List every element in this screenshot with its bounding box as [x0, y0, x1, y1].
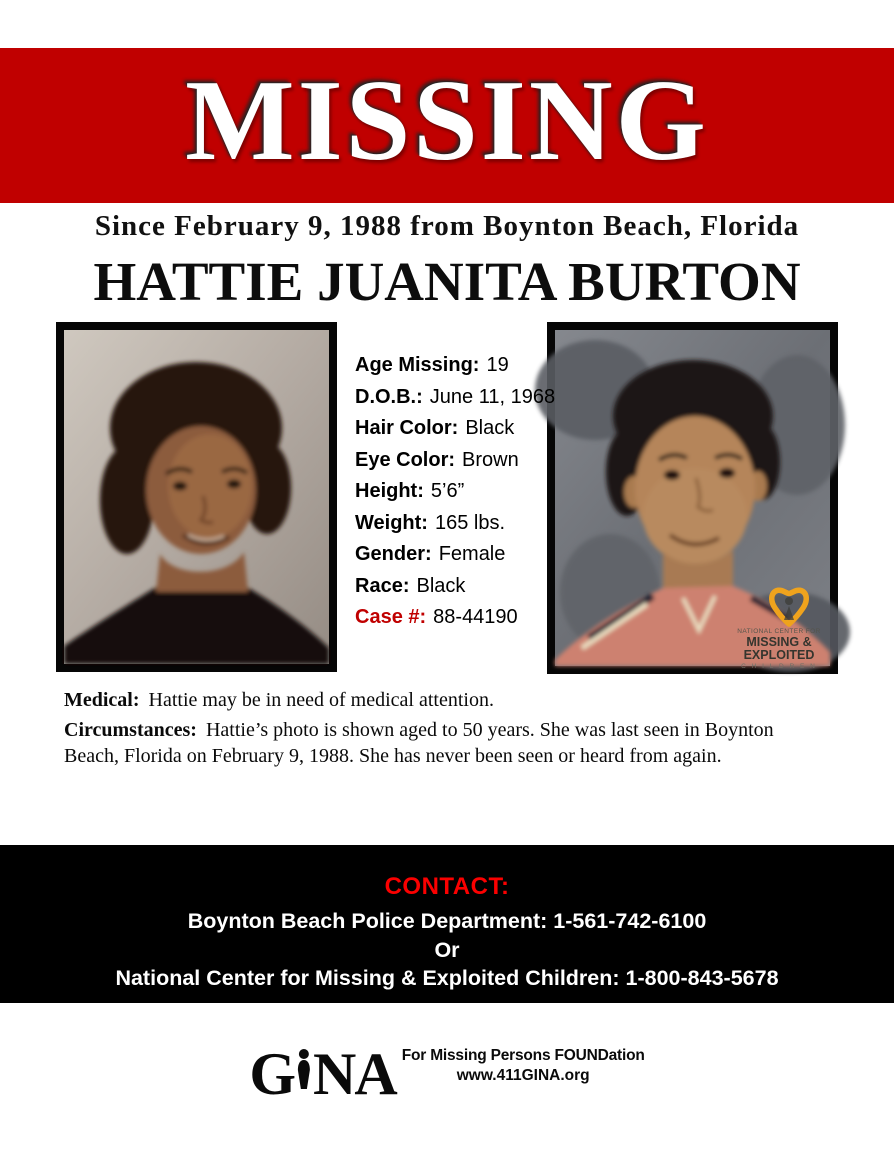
detail-dob [355, 382, 555, 414]
detail-race [355, 571, 555, 603]
portrait-aged-illustration [555, 330, 830, 670]
gina-logo [249, 1041, 645, 1107]
detail-value: June 11, 1968 [429, 385, 556, 408]
missing-title: MISSING [185, 56, 709, 185]
gina-tagline [402, 1046, 645, 1066]
circumstances-paragraph [64, 717, 824, 769]
detail-gender [355, 539, 555, 571]
detail-label: Height: [355, 480, 424, 502]
gina-wordmark [249, 1041, 396, 1107]
missing-since-line: Since February 9, 1988 from Boynton Beach, Florida [94, 210, 800, 242]
detail-label: Eye Color: [355, 448, 456, 471]
details-list [355, 350, 555, 634]
detail-label: Gender: [355, 543, 432, 565]
contact-police-line: Boynton Beach Police Department: 1-561-742-6100 [187, 909, 707, 933]
detail-value: 165 lbs. [434, 511, 506, 534]
case-number-label: Case #: [355, 606, 427, 628]
detail-value: Black [465, 417, 515, 439]
watermark-org-line3: EXPLOITED [743, 648, 815, 662]
contact-ncmec-line: National Center for Missing & Exploited Children: 1-800-843-5678 [115, 966, 779, 990]
gina-tagline-block [402, 1046, 645, 1099]
portrait-young-illustration [64, 330, 329, 664]
detail-age-missing [355, 350, 555, 382]
detail-value: 5’6” [430, 480, 465, 502]
detail-label: Age Missing: [355, 354, 480, 376]
detail-case-number [355, 602, 555, 634]
person-icon [296, 1049, 311, 1089]
detail-weight [355, 508, 555, 540]
photo-age-19 [56, 322, 337, 672]
missing-banner [0, 48, 894, 203]
detail-value: Black [416, 574, 466, 597]
gina-letter-g: G [249, 1041, 295, 1107]
detail-value: Brown [462, 448, 519, 471]
circumstances-text: Hattie’s photo is shown aged to 50 years. She was last seen in Boynton Beach, Florida on February 9, 1988. She has never been seen or heard from again. [64, 719, 774, 767]
watermark-org-line2: MISSING & [746, 635, 812, 649]
medical-text: Hattie may be in need of medical attention. [148, 689, 494, 711]
detail-label: Hair Color: [355, 417, 459, 439]
contact-heading: CONTACT: [384, 873, 510, 900]
contact-or-line: Or [434, 937, 460, 962]
gina-letters-na: NA [313, 1041, 396, 1107]
case-number-value: 88-44190 [433, 606, 518, 628]
detail-height [355, 476, 555, 508]
photo-age-progressed [547, 322, 838, 674]
tagline-prefix: For Missing Persons [401, 1047, 555, 1064]
tagline-found: FOUND [554, 1047, 609, 1064]
detail-label: Race: [355, 574, 410, 597]
detail-eye-color [355, 445, 555, 477]
medical-paragraph [64, 687, 824, 713]
gina-url: www.411GINA.org [456, 1067, 590, 1084]
watermark-org-line1: NATIONAL CENTER FOR [737, 628, 821, 635]
medical-label: Medical: [64, 689, 140, 711]
detail-label: D.O.B.: [355, 385, 423, 408]
watermark-org-line4: C H I L D R E N [741, 663, 817, 670]
detail-value: 19 [486, 354, 509, 376]
tagline-suffix: ation [608, 1047, 645, 1064]
detail-label: Weight: [355, 511, 428, 534]
circumstances-label: Circumstances: [64, 719, 197, 741]
detail-hair-color [355, 413, 555, 445]
detail-value: Female [438, 543, 506, 565]
contact-bar [0, 845, 894, 1003]
victim-name: HATTIE JUANITA BURTON [93, 251, 801, 312]
